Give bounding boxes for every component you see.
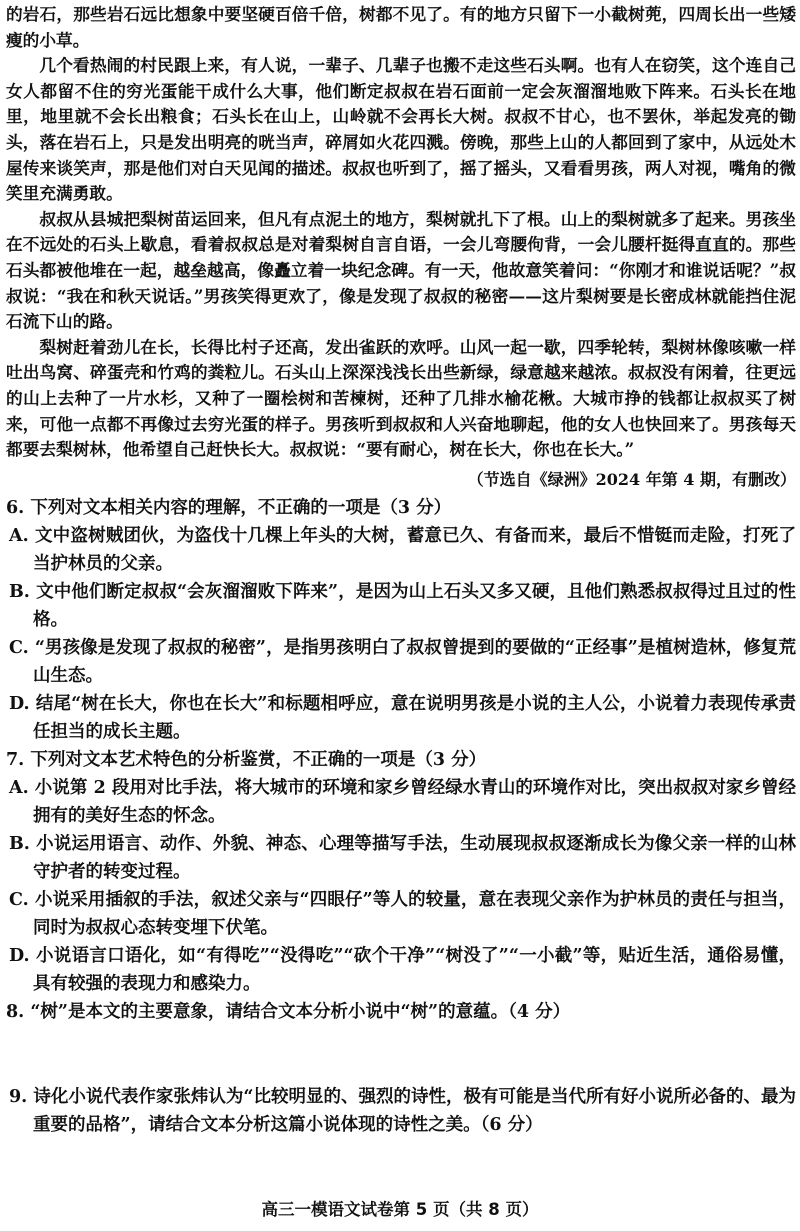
source-citation: （节选自《绿洲》2024 年第 4 期，有删改） [467,469,796,489]
option-b: B. 小说运用语言、动作、外貌、神态、心理等描写手法，生动展现叔叔逐渐成长为像父亲一样的山林守护者的转变过程。 [9,833,796,882]
question-stem: 7. 下列对文本艺术特色的分析鉴赏，不正确的一项是（3 分） [6,749,487,770]
question-7 [6,746,796,998]
option-d: D. 结尾“树在长大，你也在长大”和标题相呼应，意在说明男孩是小说的主人公，小说着力表现传承责任担当的成长主题。 [9,693,796,742]
page-footer: 高三一模语文试卷第 5 页（共 8 页） [261,1200,539,1219]
option-b: B. 文中他们断定叔叔“会灰溜溜败下阵来”，是因为山上石头又多又硬，且他们熟悉叔叔得过且过的性格。 [9,581,796,630]
option-c: C. 小说采用插叙的手法，叙述父亲与“四眼仔”等人的较量，意在表现父亲作为护林员的责任与担当，同时为叔叔心态转变埋下伏笔。 [9,889,796,938]
question-stem: 6. 下列对文本相关内容的理解，不正确的一项是（3 分） [6,497,452,518]
story-paragraph: 几个看热闹的村民跟上来，有人说，一辈子、几辈子也搬不走这些石头啊。也有人在窃笑，这个连自己女人都留不住的穷光蛋能干成什么大事，他们断定叔叔在岩石面前一定会灰溜溜地败下阵来。石头长在地里，地里就不会长出粮食；石头长在山上，山岭就不会再长大树。叔叔不甘心，也不罢休，举起发亮的锄头，落在岩石上，只是发出明亮的咣当声，碎屑如火花四溅。傍晚，那些上山的人都回到了家中，从远处木屋传来谈笑声，那是他们对白天见闻的描述。叔叔也听到了，摇了摇头，又看看男孩，两人对视，嘴角的微笑里充满勇敢。 [6,55,796,204]
question-list [6,494,796,1139]
question-9 [6,1083,796,1139]
story-excerpt [6,2,796,463]
option-a: A. 小说第 2 段用对比手法，将大城市的环境和家乡曾经绿水青山的环境作对比，突出叔叔对家乡曾经拥有的美好生态的怀念。 [9,777,796,826]
story-paragraph: 梨树赶着劲儿在长，长得比村子还高，发出雀跃的欢呼。山风一起一歇，四季轮转，梨树林像咳嗽一样吐出鸟窝、碎蛋壳和竹鸡的粪粒儿。石头山上深深浅浅长出些新绿，绿意越来越浓。叔叔没有闲着，往更远的山上去种了一片水杉，又种了一圈桧树和苦楝树，还种了几排水榆花楸。大城市挣的钱都让叔叔买了树来，可他一点都不再像过去穷光蛋的样子。男孩听到叔叔和人兴奋地聊起，他的女人也快回来了。男孩每天都要去梨树林，他希望自己赶快长大。叔叔说：“要有耐心，树在长大，你也在长大。” [6,336,796,460]
option-a: A. 文中盗树贼团伙，为盗伐十几棵上年头的大树，蓄意已久、有备而来，最后不惜铤而走险，打死了当护林员的父亲。 [9,525,796,574]
question-8 [6,998,796,1083]
story-paragraph: 的岩石，那些岩石远比想象中要坚硬百倍千倍，树都不见了。有的地方只留下一小截树蔸，四周长出一些矮瘦的小草。 [6,4,796,50]
exam-page [6,2,796,1139]
question-6 [6,494,796,746]
question-stem: 8. “树”是本文的主要意象，请结合文本分析小说中“树”的意蕴。（4 分） [6,1001,571,1022]
question-stem: 9. 诗化小说代表作家张炜认为“比较明显的、强烈的诗性，极有可能是当代所有好小说所必备的、最为重要的品格”，请结合文本分析这篇小说体现的诗性之美。（6 分） [9,1086,796,1135]
answer-space [6,1026,796,1083]
option-d: D. 小说语言口语化，如“有得吃”“没得吃”“砍个干净”“树没了”“一小截”等，贴近生活，通俗易懂，具有较强的表现力和感染力。 [9,945,796,994]
story-paragraph: 叔叔从县城把梨树苗运回来，但凡有点泥土的地方，梨树就扎下了根。山上的梨树就多了起来。男孩坐在不远处的石头上歇息，看着叔叔总是对着梨树自言自语，一会儿弯腰佝背，一会儿腰杆挺得直直的。那些石头都被他堆在一起，越垒越高，像矗立着一块纪念碑。有一天，他故意笑着问：“你刚才和谁说话呢？”叔叔说：“我在和秋天说话。”男孩笑得更欢了，像是发现了叔叔的秘密——这片梨树要是长密成林就能挡住泥石流下山的路。 [6,208,796,332]
option-c: C. “男孩像是发现了叔叔的秘密”，是指男孩明白了叔叔曾提到的要做的“正经事”是植树造林，修复荒山生态。 [9,637,796,686]
